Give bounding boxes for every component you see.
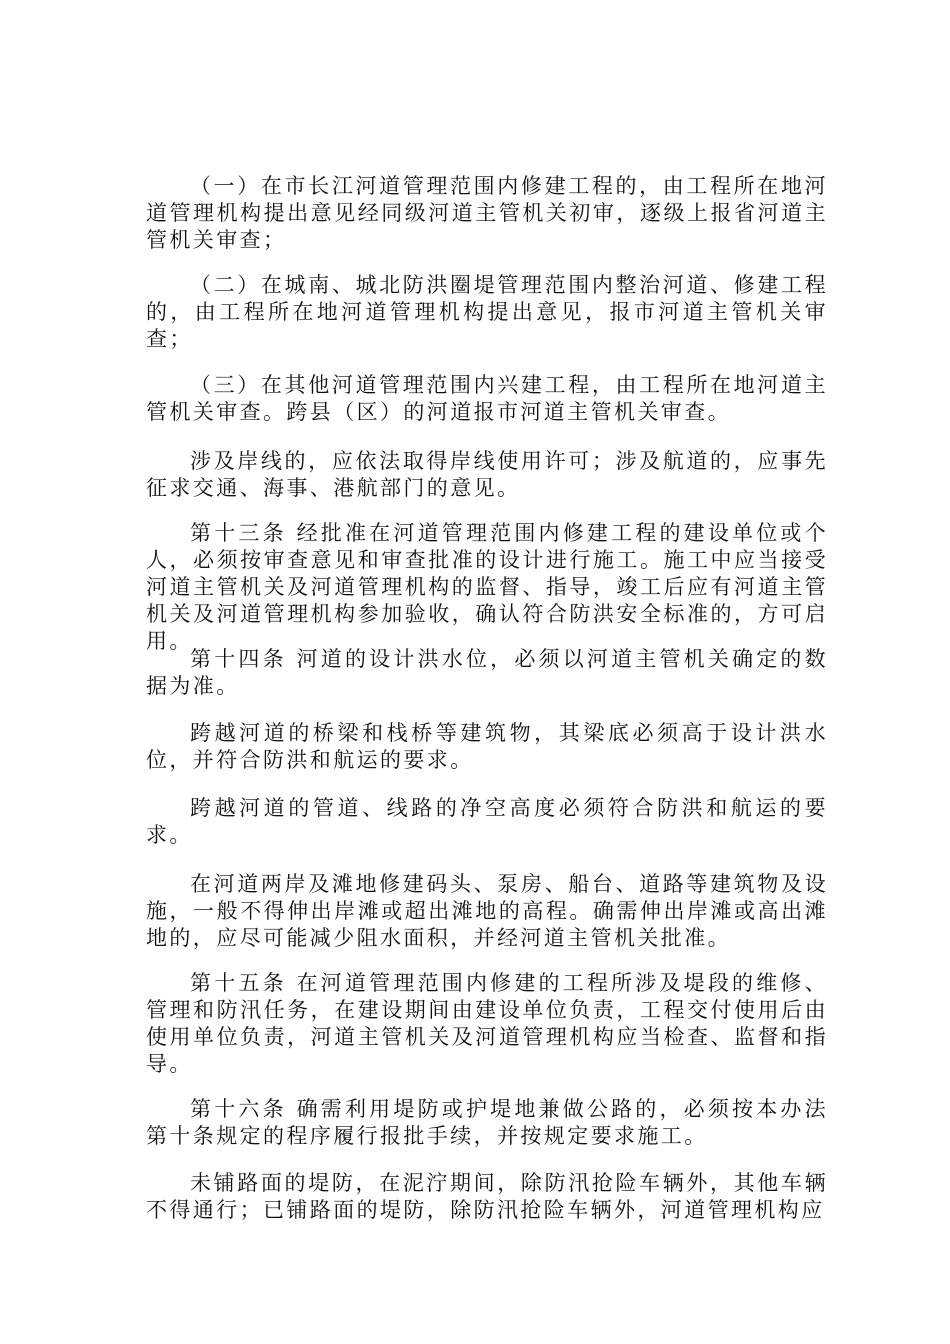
paragraph-article-13: 第十三条 经批准在河道管理范围内修建工程的建设单位或个人，必须按审查意见和审查批准的设计进行施工。施工中应当接受河道主管机关及河道管理机构的监督、指导，竣工后应有河道主管机关及河道管理机构参加验收，确认符合防洪安全标准的，方可启用。: [146, 521, 828, 653]
paragraph-clause-3: （三）在其他河道管理范围内兴建工程，由工程所在地河道主管机关审查。跨县（区）的河道报市河道主管机关审查。: [146, 373, 828, 424]
paragraph-article-16: 第十六条 确需利用堤防或护堤地兼做公路的，必须按本办法第十条规定的程序履行报批手续，并按规定要求施工。: [146, 1097, 828, 1148]
paragraph-article-15: 第十五条 在河道管理范围内修建的工程所涉及堤段的维修、管理和防汛任务，在建设期间由建设单位负责，工程交付使用后由使用单位负责，河道主管机关及河道管理机构应当检查、监督和指导。: [146, 971, 828, 1076]
paragraph-shoreline: 涉及岸线的，应依法取得岸线使用许可；涉及航道的，应事先征求交通、海事、港航部门的意见。: [146, 449, 828, 500]
paragraph-pipelines: 跨越河道的管道、线路的净空高度必须符合防洪和航运的要求。: [146, 796, 828, 847]
paragraph-bridges: 跨越河道的桥梁和栈桥等建筑物，其梁底必须高于设计洪水位，并符合防洪和航运的要求。: [146, 721, 828, 772]
paragraph-riverbank-structures: 在河道两岸及滩地修建码头、泵房、船台、道路等建筑物及设施，一般不得伸出岸滩或超出滩地的高程。确需伸出岸滩或高出滩地的，应尽可能减少阻水面积，并经河道主管机关批准。: [146, 872, 828, 950]
paragraph-clause-2: （二）在城南、城北防洪圈堤管理范围内整治河道、修建工程的，由工程所在地河道管理机构提出意见，报市河道主管机关审查；: [146, 273, 828, 351]
paragraph-unpaved-levees: 未铺路面的堤防，在泥泞期间，除防汛抢险车辆外，其他车辆不得通行；已铺路面的堤防，除防汛抢险车辆外，河道管理机构应: [146, 1171, 828, 1222]
paragraph-article-14: 第十四条 河道的设计洪水位，必须以河道主管机关确定的数据为准。: [146, 647, 828, 698]
paragraph-clause-1: （一）在市长江河道管理范围内修建工程的，由工程所在地河道管理机构提出意见经同级河道主管机关初审，逐级上报省河道主管机关审查；: [146, 174, 828, 252]
